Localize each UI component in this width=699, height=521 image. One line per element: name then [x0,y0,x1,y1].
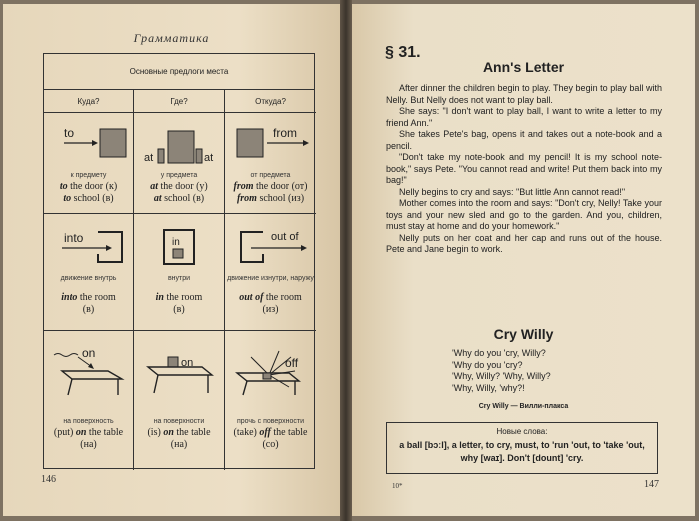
svg-text:at: at [144,152,154,164]
paragraph: Nelly puts on her coat and her cap and runs out of the house. Pete and Jane begin to work. [386,232,662,254]
cell-example: at the door (у) at school (в) [150,181,208,204]
svg-text:to: to [64,126,75,140]
paragraph: "Don't take my note-book and my pencil! It is my school note-book," says Pete. "You cannot read and write! Put them back into my bag!" [386,152,662,185]
right-page [352,4,695,516]
into-diagram [48,226,130,268]
signature-mark: 10* [392,482,403,490]
cell-caption: внутри [167,275,191,282]
svg-text:on: on [181,357,194,369]
cell-example: in the room (в) [155,292,203,315]
page-number: 146 [41,474,56,485]
column-header-where-to: Куда? [44,90,133,113]
lesson-text [386,83,662,256]
paragraph: Mother comes into the room and says: "Don't cry, Nelly! Take your toys and your new sled and go to the garden. And you, children, must stay at home and do your homework." [386,198,662,231]
column-header-where-from: Откуда? [224,90,316,113]
cell-caption: от предмета [250,172,291,179]
svg-text:on: on [82,346,96,360]
svg-text:from: from [273,126,297,140]
paragraph: Nelly begins to cry and says: "But little Ann cannot read!" [399,186,626,197]
poem-line: 'Why, Willy? 'Why, Willy? [452,371,551,381]
new-words-box [386,422,658,474]
on-motion-diagram [48,345,130,397]
new-words-list: a ball [bɔːl], a letter, to cry, must, to 'run 'out, to 'take 'out, why [waɪ]. Don't [dount] 'cry. [399,440,645,463]
cell-example: from the door (от) from school (из) [233,181,308,204]
cell-caption: прочь с поверхности [236,418,304,425]
column-header-where: Где? [133,90,224,113]
svg-text:off: off [285,356,299,370]
table-cell-on-rest [133,331,224,470]
poem-title: Cry Willy [493,326,554,342]
off-diagram [229,345,311,397]
cell-example: to the door (к) to school (в) [59,181,118,204]
to-diagram [48,121,130,165]
table-cell-on-motion [44,331,133,470]
poem-line: 'Why do you 'cry? [452,359,523,370]
cell-caption: на поверхность [63,418,114,425]
lesson-title: Ann's Letter [482,59,565,75]
out-of-diagram [229,226,311,268]
poem-line: 'Why do you 'cry, Willy? [452,348,546,358]
cell-caption: на поверхности [153,418,205,425]
table-cell-to [44,113,133,214]
poem-gloss: Cry Willy — Вилли-плакса [478,403,569,410]
cell-caption: у предмета [160,172,198,179]
table-cell-in [133,214,224,331]
svg-text:into: into [64,231,84,245]
poem-line: 'Why, Willy, 'why?! [452,382,525,393]
section-number: § 31. [385,44,421,61]
from-diagram [229,121,311,165]
table-cell-off [224,331,316,470]
running-head: Грамматика [133,31,210,45]
new-words-title: Новые слова: [496,427,548,436]
poem [452,348,551,394]
cell-example: into the room (в) [61,292,116,315]
cell-caption: движение внутрь [60,275,117,282]
table-cell-into [44,214,133,331]
cell-example: (put) on the table (на) [53,427,124,450]
table-cell-at [133,113,224,214]
cell-example: (take) off the table (со) [233,427,308,450]
book-gutter [340,0,352,521]
cell-caption: к предмету [70,172,107,179]
svg-text:out of: out of [271,231,299,243]
cell-example: (is) on the table (на) [147,427,211,450]
page-number: 147 [644,479,659,490]
cell-caption: движение изнутри, наружу [227,275,314,282]
table-title: Основные предлоги места [44,54,314,90]
paragraph: After dinner the children begin to play. They begin to play ball with Nelly. But Nelly does not want to play ball. [386,83,662,105]
svg-text:in: in [172,237,180,248]
in-diagram [138,226,220,268]
at-diagram [138,121,220,165]
table-cell-from [224,113,316,214]
left-page [3,4,340,516]
svg-text:at: at [204,152,214,164]
paragraph: She takes Pete's bag, opens it and takes out a note-book and a pencil. [386,129,662,151]
paragraph: She says: "I don't want to play ball, I want to write a letter to my friend Ann." [386,106,662,128]
table-cell-out-of [224,214,316,331]
on-rest-diagram [138,345,220,397]
prepositions-table [43,53,315,469]
cell-example: out of the room (из) [239,292,302,315]
